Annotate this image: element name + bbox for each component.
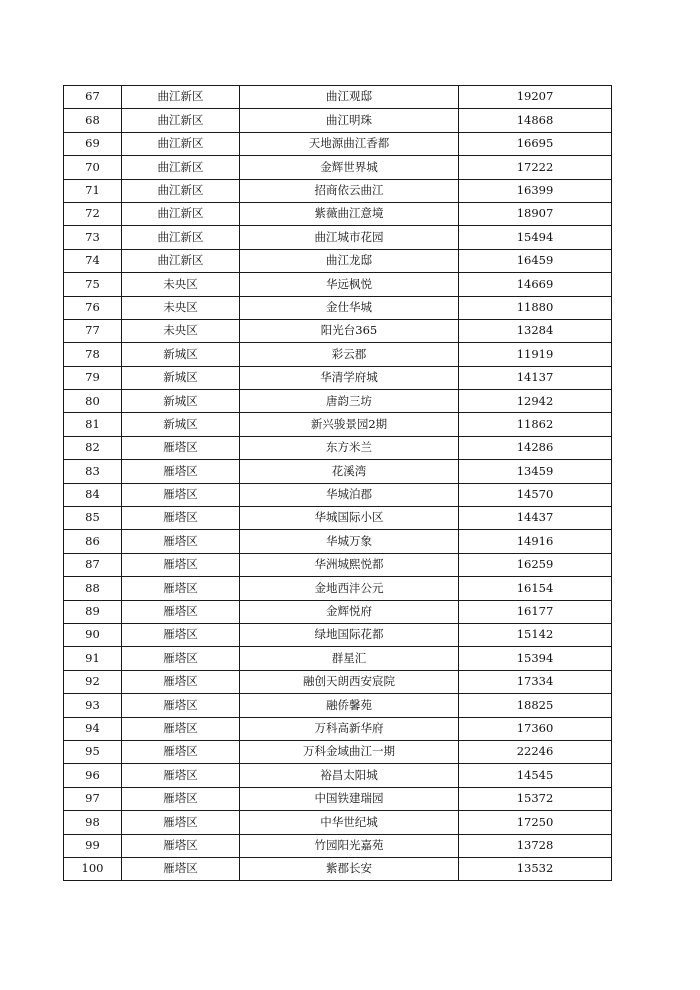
district-cell: 新城区	[122, 366, 240, 389]
price-cell: 22246	[459, 740, 612, 763]
price-cell: 17222	[459, 156, 612, 179]
project-name-cell: 天地源曲江香都	[240, 132, 459, 155]
district-cell: 雁塔区	[122, 834, 240, 857]
row-number-cell: 99	[64, 834, 122, 857]
project-name-cell: 花溪湾	[240, 460, 459, 483]
district-cell: 雁塔区	[122, 670, 240, 693]
price-cell: 13459	[459, 460, 612, 483]
price-cell: 14286	[459, 436, 612, 459]
table-row	[64, 694, 612, 717]
row-number-cell: 82	[64, 436, 122, 459]
price-cell: 16695	[459, 132, 612, 155]
price-cell: 11919	[459, 343, 612, 366]
price-cell: 13532	[459, 857, 612, 880]
table-row	[64, 202, 612, 225]
project-name-cell: 阳光台365	[240, 319, 459, 342]
price-cell: 18825	[459, 694, 612, 717]
price-cell: 16399	[459, 179, 612, 202]
row-number-cell: 91	[64, 647, 122, 670]
project-name-cell: 曲江龙邸	[240, 249, 459, 272]
table-row	[64, 857, 612, 880]
row-number-cell: 84	[64, 483, 122, 506]
price-cell: 14868	[459, 109, 612, 132]
district-cell: 雁塔区	[122, 647, 240, 670]
row-number-cell: 70	[64, 156, 122, 179]
table-row	[64, 296, 612, 319]
table-row	[64, 623, 612, 646]
project-name-cell: 新兴骏景园2期	[240, 413, 459, 436]
district-cell: 新城区	[122, 343, 240, 366]
district-cell: 雁塔区	[122, 460, 240, 483]
project-name-cell: 万科高新华府	[240, 717, 459, 740]
project-name-cell: 唐韵三坊	[240, 390, 459, 413]
table-row	[64, 530, 612, 553]
row-number-cell: 67	[64, 86, 122, 109]
project-name-cell: 华城万象	[240, 530, 459, 553]
price-cell: 13284	[459, 319, 612, 342]
project-name-cell: 紫郡长安	[240, 857, 459, 880]
project-name-cell: 紫薇曲江意境	[240, 202, 459, 225]
table-row	[64, 717, 612, 740]
table-row	[64, 413, 612, 436]
table-row	[64, 179, 612, 202]
district-cell: 雁塔区	[122, 507, 240, 530]
price-cell: 11880	[459, 296, 612, 319]
table-row	[64, 226, 612, 249]
project-name-cell: 招商依云曲江	[240, 179, 459, 202]
project-name-cell: 彩云郡	[240, 343, 459, 366]
district-cell: 雁塔区	[122, 764, 240, 787]
row-number-cell: 98	[64, 811, 122, 834]
project-name-cell: 中国铁建瑞园	[240, 787, 459, 810]
price-cell: 17334	[459, 670, 612, 693]
row-number-cell: 77	[64, 319, 122, 342]
table-row	[64, 834, 612, 857]
price-cell: 12942	[459, 390, 612, 413]
project-name-cell: 华城泊郡	[240, 483, 459, 506]
district-cell: 曲江新区	[122, 179, 240, 202]
row-number-cell: 94	[64, 717, 122, 740]
table-row	[64, 647, 612, 670]
price-cell: 16177	[459, 600, 612, 623]
project-name-cell: 金仕华城	[240, 296, 459, 319]
table-row	[64, 483, 612, 506]
row-number-cell: 85	[64, 507, 122, 530]
price-cell: 16259	[459, 553, 612, 576]
district-cell: 雁塔区	[122, 530, 240, 553]
table-row	[64, 343, 612, 366]
project-name-cell: 华远枫悦	[240, 273, 459, 296]
district-cell: 雁塔区	[122, 436, 240, 459]
price-cell: 17360	[459, 717, 612, 740]
district-cell: 未央区	[122, 296, 240, 319]
row-number-cell: 68	[64, 109, 122, 132]
project-name-cell: 金地西沣公元	[240, 577, 459, 600]
table-row	[64, 249, 612, 272]
row-number-cell: 81	[64, 413, 122, 436]
project-name-cell: 华城国际小区	[240, 507, 459, 530]
project-name-cell: 华洲城熙悦都	[240, 553, 459, 576]
project-name-cell: 群星汇	[240, 647, 459, 670]
price-table	[63, 85, 612, 881]
district-cell: 曲江新区	[122, 226, 240, 249]
row-number-cell: 88	[64, 577, 122, 600]
project-name-cell: 金辉悦府	[240, 600, 459, 623]
row-number-cell: 80	[64, 390, 122, 413]
district-cell: 曲江新区	[122, 156, 240, 179]
price-cell: 11862	[459, 413, 612, 436]
table-row	[64, 390, 612, 413]
district-cell: 雁塔区	[122, 787, 240, 810]
row-number-cell: 97	[64, 787, 122, 810]
price-cell: 15372	[459, 787, 612, 810]
district-cell: 雁塔区	[122, 717, 240, 740]
table-row	[64, 577, 612, 600]
row-number-cell: 86	[64, 530, 122, 553]
row-number-cell: 83	[64, 460, 122, 483]
project-name-cell: 万科金域曲江一期	[240, 740, 459, 763]
table-row	[64, 319, 612, 342]
project-name-cell: 中华世纪城	[240, 811, 459, 834]
district-cell: 雁塔区	[122, 857, 240, 880]
district-cell: 雁塔区	[122, 740, 240, 763]
project-name-cell: 曲江明珠	[240, 109, 459, 132]
row-number-cell: 95	[64, 740, 122, 763]
district-cell: 未央区	[122, 319, 240, 342]
table-row	[64, 273, 612, 296]
table-row	[64, 86, 612, 109]
district-cell: 曲江新区	[122, 202, 240, 225]
project-name-cell: 融创天朗西安宸院	[240, 670, 459, 693]
project-name-cell: 华清学府城	[240, 366, 459, 389]
project-name-cell: 东方米兰	[240, 436, 459, 459]
district-cell: 雁塔区	[122, 623, 240, 646]
district-cell: 雁塔区	[122, 483, 240, 506]
table-row	[64, 109, 612, 132]
project-name-cell: 曲江城市花园	[240, 226, 459, 249]
table-row	[64, 553, 612, 576]
district-cell: 雁塔区	[122, 553, 240, 576]
district-cell: 新城区	[122, 390, 240, 413]
table-row	[64, 787, 612, 810]
row-number-cell: 87	[64, 553, 122, 576]
price-cell: 14570	[459, 483, 612, 506]
row-number-cell: 79	[64, 366, 122, 389]
table-row	[64, 670, 612, 693]
price-cell: 18907	[459, 202, 612, 225]
project-name-cell: 竹园阳光嘉苑	[240, 834, 459, 857]
district-cell: 未央区	[122, 273, 240, 296]
table-row	[64, 156, 612, 179]
district-cell: 雁塔区	[122, 577, 240, 600]
table-row	[64, 507, 612, 530]
price-cell: 14916	[459, 530, 612, 553]
price-cell: 15142	[459, 623, 612, 646]
table-row	[64, 132, 612, 155]
table-row	[64, 366, 612, 389]
table-row	[64, 764, 612, 787]
table-row	[64, 811, 612, 834]
price-cell: 14437	[459, 507, 612, 530]
district-cell: 雁塔区	[122, 694, 240, 717]
district-cell: 雁塔区	[122, 811, 240, 834]
price-cell: 19207	[459, 86, 612, 109]
row-number-cell: 74	[64, 249, 122, 272]
price-cell: 17250	[459, 811, 612, 834]
row-number-cell: 76	[64, 296, 122, 319]
row-number-cell: 92	[64, 670, 122, 693]
price-cell: 13728	[459, 834, 612, 857]
project-name-cell: 绿地国际花都	[240, 623, 459, 646]
price-cell: 14669	[459, 273, 612, 296]
project-name-cell: 融侨馨苑	[240, 694, 459, 717]
table-row	[64, 740, 612, 763]
price-cell: 14137	[459, 366, 612, 389]
district-cell: 曲江新区	[122, 86, 240, 109]
price-cell: 14545	[459, 764, 612, 787]
row-number-cell: 72	[64, 202, 122, 225]
price-cell: 15494	[459, 226, 612, 249]
row-number-cell: 73	[64, 226, 122, 249]
row-number-cell: 100	[64, 857, 122, 880]
row-number-cell: 75	[64, 273, 122, 296]
district-cell: 曲江新区	[122, 109, 240, 132]
project-name-cell: 金辉世界城	[240, 156, 459, 179]
row-number-cell: 69	[64, 132, 122, 155]
row-number-cell: 71	[64, 179, 122, 202]
table-row	[64, 460, 612, 483]
district-cell: 雁塔区	[122, 600, 240, 623]
project-name-cell: 裕昌太阳城	[240, 764, 459, 787]
price-table-body	[64, 86, 612, 881]
row-number-cell: 96	[64, 764, 122, 787]
project-name-cell: 曲江观邸	[240, 86, 459, 109]
table-row	[64, 436, 612, 459]
district-cell: 新城区	[122, 413, 240, 436]
district-cell: 曲江新区	[122, 249, 240, 272]
district-cell: 曲江新区	[122, 132, 240, 155]
row-number-cell: 89	[64, 600, 122, 623]
row-number-cell: 90	[64, 623, 122, 646]
price-cell: 16154	[459, 577, 612, 600]
row-number-cell: 93	[64, 694, 122, 717]
price-cell: 15394	[459, 647, 612, 670]
row-number-cell: 78	[64, 343, 122, 366]
price-cell: 16459	[459, 249, 612, 272]
table-row	[64, 600, 612, 623]
